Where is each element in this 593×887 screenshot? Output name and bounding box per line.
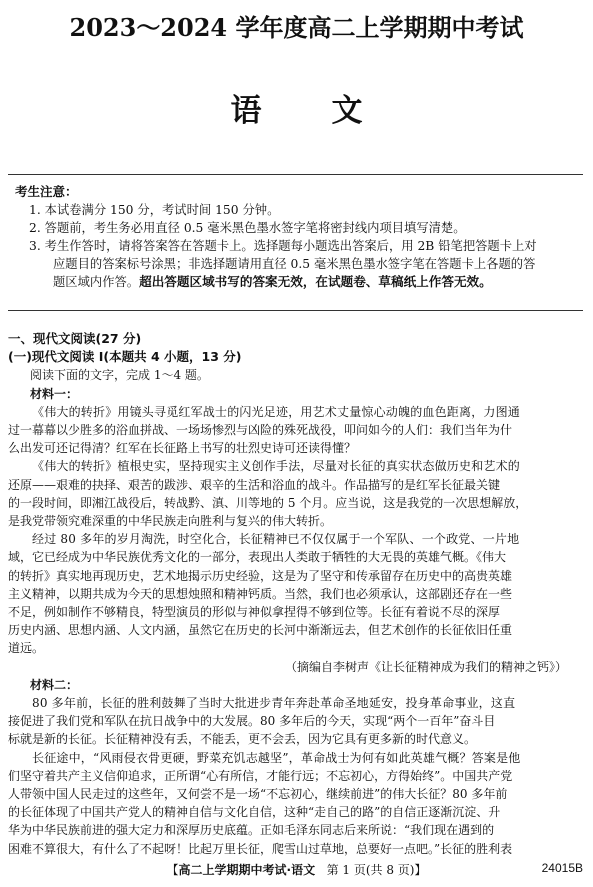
m1-line: 历史内涵、思想内涵、人文内涵，虽然它在历史的长河中渐渐远去，但艺术创作的长征依旧任重: [8, 623, 513, 638]
footer-page: 第 1 页(共 8 页): [326, 863, 415, 877]
m1-line: 《伟大的转折》植根史实，坚持现实主义创作手法，尽量对长征的真实状态做历史和艺术的: [32, 459, 521, 474]
instruction: 阅读下面的文字，完成 1～4 题。: [30, 368, 209, 383]
m2-line: 长征途中，“风雨侵衣骨更硬，野菜充饥志越坚”，革命战士为何有如此英雄气概？答案是他: [32, 750, 521, 765]
notice-item-3-cont: 应题目的答案标号涂黑；非选择题请用直径 0.5 毫米黑色墨水签字笔在答题卡上各题的答: [53, 257, 536, 271]
m1-line: 么出发可还记得清？红军在长征路上书写的壮烈史诗可还读得懂？: [8, 441, 357, 456]
material1-label: 材料一：: [30, 386, 79, 401]
footer-dot: ·: [286, 863, 292, 877]
notice-item-2: 2. 答题前，考生务必用直径 0.5 毫米黑色墨水签字笔将密封线内项目填写清楚。: [29, 221, 466, 235]
notice-item-3-cont2: [15, 273, 583, 291]
source-1: （摘编自李树声《让长征精神成为我们的精神之钙》）: [284, 659, 567, 674]
m1-line: 不足，例如制作不够精良，特型演员的形似与神似拿捏得不够到位等。长征有着说不尽的深厚: [8, 605, 501, 620]
notice-item-3: 3. 考生作答时，请将答案答在答题卡上。选择题每小题选出答案后，用 2B 铅笔把答题卡上对: [29, 239, 537, 253]
notice-block: [15, 183, 583, 291]
m2-line: 人带领中国人民走过的这些年，又何尝不是一场“不忘初心，继续前进”的伟大长征？80 多年前: [8, 787, 508, 802]
exam-title: 2023～2024 学年度高二上学期期中考试: [69, 13, 524, 42]
notice-item-1: 1. 本试卷满分 150 分，考试时间 150 分钟。: [29, 203, 280, 217]
notice-item-3-bold: 超出答题区域书写的答案无效，在试题卷、草稿纸上作答无效。: [139, 274, 492, 289]
footer-exam: 高二上学期期中考试: [178, 863, 287, 877]
m2-line: 困难不算很大，有什么了不起呀！比起万里长征，爬雪山过草地，总要好一点吧。”长征的胜利表: [8, 841, 513, 856]
m1-line: 《伟大的转折》用镜头寻觅红军战士的闪光足迹，用艺术丈量惊心动魄的血色距离，力图通: [32, 404, 521, 419]
footer-bracket-left: 【: [166, 863, 179, 877]
footer-subject: 语文: [291, 863, 316, 877]
subject-char-2: 文: [331, 93, 363, 129]
m1-line: 域，它已经成为中华民族优秀文化的一部分，表现出人类敢于牺牲的大无畏的英雄气概。《伟大: [8, 550, 507, 565]
notice-heading: 考生注意：: [15, 184, 78, 199]
subject-char-1: 语: [230, 93, 262, 129]
divider-top: [8, 174, 583, 175]
m1-line: 的一段时间，即湘江战役后，转战黔、滇、川等地的 5 个月。应当说，这是我党的一次思想解放，: [8, 495, 528, 510]
material2-label: 材料二：: [30, 677, 79, 692]
m1-line: 是我党带领究难深重的中华民族走向胜利与复兴的伟大转折。: [8, 514, 333, 529]
part1-heading: 一、现代文阅读(27 分): [8, 331, 142, 346]
m2-line: 们坚守着共产主义信仰追求，正所谓“心有所信，才能行远；不忘初心，方得始终”。中国共产党: [8, 768, 513, 783]
divider-mid: [8, 310, 583, 311]
footer-bracket-right: 】: [414, 863, 427, 877]
m1-line: 主义精神，以期共成为今天的思想烛照和精神钙质。当然，我们也必须承认，这部剧还存在一些: [8, 586, 513, 601]
m2-line: 80 多年前，长征的胜利鼓舞了当时大批进步青年奔赴革命圣地延安，投身革命事业，这直: [32, 696, 516, 711]
notice-item-3-plain: 题区域内作答。: [53, 275, 140, 289]
m2-line: 接促进了我们党和军队在抗日战争中的大发展。80 多年后的今天，实现“两个一百年”奋斗目: [8, 714, 496, 729]
m1-line: 的转折》真实地再现历史，艺术地揭示历史经验，这是为了坚守和传承留存在历史中的高贵英雄: [8, 568, 513, 583]
m1-line: 经过 80 多年的岁月淘洗，时空化合，长征精神已不仅仅属于一个军队、一个政党、一片地: [32, 532, 520, 547]
reading-section: [8, 330, 583, 858]
m2-line: 的长征体现了中国共产党人的精神自信与文化自信，这种“走自己的路”的自信正逐渐沉淀、升: [8, 805, 501, 820]
part1-subheading: (一)现代文阅读 Ⅰ(本题共 4 小题，13 分): [8, 349, 242, 365]
footer-info: [0, 861, 593, 878]
m2-line: 标就是新的长征。长征精神没有丢，不能丢，更不会丢，因为它具有更多新的时代意义。: [8, 732, 477, 747]
subject-title: [0, 85, 593, 130]
m1-line: 道远。: [8, 641, 45, 656]
m1-line: 还原——艰难的抉择、艰苦的跋涉、艰辛的生活和浴血的战斗。作品描写的是红军长征最关键: [8, 477, 501, 492]
m2-line: 华为中华民族前进的强大定力和深厚历史底蕴。正如毛泽东同志后来所说：“我们现在遇到的: [8, 823, 495, 838]
m1-line: 过一幕幕以少胜多的浴血拼战、一场场惨烈与凶险的殊死战役，叩问如今的人们：我们当年为什: [8, 423, 513, 438]
paper-code: 24015B: [541, 861, 583, 875]
